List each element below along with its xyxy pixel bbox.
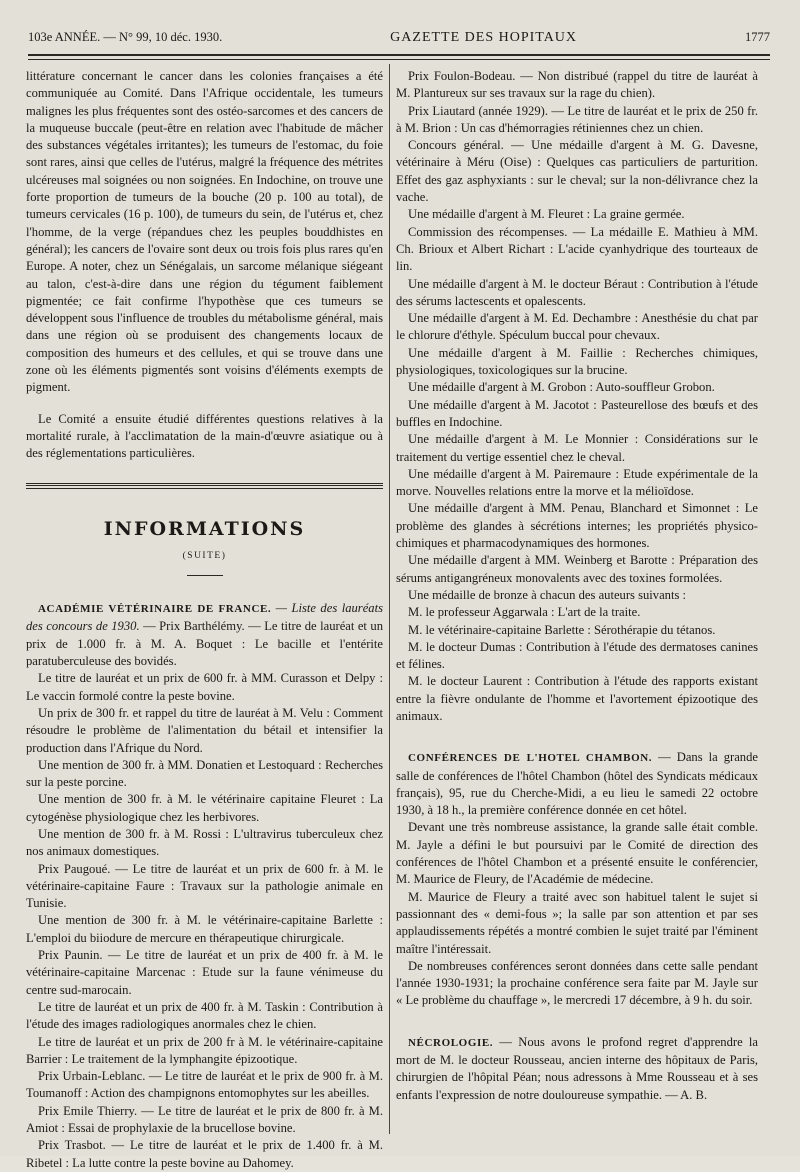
- list-item: M. le vétérinaire-capitaine Barlette : Sérothérapie du tétanos.: [408, 622, 716, 637]
- necrologie-heading: NÉCROLOGIE.: [408, 1036, 494, 1049]
- left-column: [26, 68, 384, 1170]
- conferences-paragraph-2: Devant une très nombreuse assistance, la grande salle était comble. M. Jayle a défini le but poursuivi par le Comité de direction des conférences de l'hôtel Chambon et a présenté ensuite le conférencier, M. Maurice de Fleury, de l'Académie de médecine.: [396, 820, 758, 887]
- necrologie-text: — Nous avons le profond regret d'apprendre la mort de M. le docteur Rousseau, ancien interne des hôpitaux de Paris, chirurgien de l'hôpital Péan; nous adressons à Mme Rousseau et à ses enfants l'expression de notre douloureuse sympathie. — A. B.: [396, 1034, 758, 1102]
- list-item: M. le docteur Laurent : Contribution à l'étude des rapports existant entre la fièvre ondulante de l'homme et l'avortement épizootique des animaux.: [396, 674, 758, 723]
- comite-paragraph: Le Comité a ensuite étudié différentes questions relatives à la mortalité rurale, à l'acclimatation de la main-d'œuvre asiatique ou à des réglementations particulières.: [26, 411, 383, 461]
- section-rule: [26, 483, 383, 489]
- column-divider: [389, 64, 390, 1134]
- list-item: Une mention de 300 fr. à M. le vétérinaire-capitaine Barlette : L'emploi du biiodure de mercure en thérapeutique chirurgicale.: [26, 913, 383, 945]
- necrologie-paragraph: [396, 1034, 758, 1104]
- list-item: Une médaille d'argent à M. Le Monnier : Considérations sur le traitement du vertige essentiel chez le cheval.: [396, 432, 758, 464]
- list-item: Une médaille d'argent à M. Faillie : Recherches chimiques, physiologiques, toxicologiques sur la brucine.: [396, 345, 758, 378]
- right-prize-list: [396, 68, 758, 725]
- page-header: [28, 30, 770, 52]
- list-item: Le titre de lauréat et un prix de 400 fr. à M. Taskin : Contribution à l'étude des images radiologiques anormales chez le chien.: [26, 999, 383, 1032]
- list-item: Une médaille d'argent à MM. Penau, Blanchard et Simonnet : Le problème des glandes à sécrétions internes; les propriétés physico-chimiques et pharmacodynamiques des hormones.: [396, 501, 758, 551]
- list-item: Le titre de lauréat et un prix de 600 fr. à MM. Curasson et Delpy : Le vaccin formolé contre la peste bovine.: [26, 671, 383, 703]
- journal-title: GAZETTE DES HOPITAUX: [390, 30, 578, 45]
- academie-subheading: — Liste des lauréats des concours de 1930.: [26, 601, 383, 634]
- list-item: Une médaille d'argent à M. Jacotot : Pasteurellose des bœufs et des buffles en Indochine.: [396, 397, 758, 429]
- list-item: Une mention de 300 fr. à M. le vétérinaire capitaine Fleuret : La cytogénèse physiologique chez les herbivores.: [26, 792, 383, 824]
- conferences-paragraph: [396, 749, 758, 819]
- page-number: 1777: [744, 30, 770, 44]
- cancer-paragraph: littérature concernant le cancer dans les colonies françaises a été communiquée au Comité. Dans l'Afrique occidentale, les tumeurs malignes les plus fréquentes sont des ostéo-sarcomes et des cancers de la muqueuse buccale (peut-être en relation avec l'habitude de mâcher des substances végétales irritantes); les tumeurs de l'estomac, du foie sont rares, ainsi que celles de l'utérus, malgré la fréquence des métrites ulcéreuses mal soignées ou non soignées. En Indochine, on trouve une forte proportion de tumeurs de la bouche (20 p. 100 au total), de tumeurs cervicales (16 p. 100), de tumeurs du sein, de l'utérus et, chez l'homme, de la verge (répandues chez les peuples bouddhistes en général); les cancers de l'ovaire sont deux ou trois fois plus rares qu'en Europe. A noter, chez un Sénégalais, un sarcome mélanique siégeant au talon, c'est-à-dire dans une région du tégument faiblement pigmentée; ce fait confirme l'hypothèse que ces tumeurs se développent sous l'influence de troubles du métabolisme général, mais dans une région où se produisent des changements locaux de composition des humeurs et des cellules, et qui se trouve dans une zone où les éléments pigmentés sont voisins d'éléments exempts de pigment.: [26, 69, 383, 395]
- conferences-paragraph-3: M. Maurice de Fleury a traité avec son habituel talent le sujet si passionnant des « demi-fous »; la salle par son attention et par ses applaudissements répétés a montré combien le sujet traité par l'éminent maître l'intéressait.: [396, 889, 758, 956]
- section-title: INFORMATIONS: [103, 517, 306, 540]
- list-item: Une médaille d'argent à M. Ed. Dechambre : Anesthésie du chat par le chlorure d'éthyle. Spéculum buccal pour chevaux.: [396, 311, 758, 343]
- list-item: Prix Foulon-Bodeau. — Non distribué (rappel du titre de lauréat à M. Plantureux sur ses travaux sur la rage du chien).: [396, 69, 758, 101]
- left-prize-list: [26, 670, 383, 1172]
- conferences-paragraph-4: De nombreuses conférences seront données dans cette salle pendant l'année 1930-1931; la prochaine conférence sera faite par M. Jayle sur « Le problème du chauffage », le mercredi 17 décembre, à 9 h. du soir.: [396, 958, 758, 1008]
- list-item: Une médaille d'argent à M. Pairemaure : Etude expérimentale de la morve. Nouvelles relations entre la morve et la mélioïdose.: [396, 466, 758, 499]
- list-item: Une mention de 300 fr. à M. Rossi : L'ultravirus tuberculeux chez nos animaux domestiques.: [26, 826, 383, 859]
- list-item: Commission des récompenses. — La médaille E. Mathieu à MM. Ch. Brioux et Albert Richart : L'acide cyanhydrique des tourteaux de lin.: [396, 224, 758, 274]
- list-item: Une médaille d'argent à M. le docteur Béraut : Contribution à l'étude des sérums lactescents et opalescents.: [396, 276, 758, 308]
- list-item: Une mention de 300 fr. à MM. Donatien et Lestoquard : Recherches sur la peste porcine.: [26, 757, 383, 790]
- academie-paragraph: [26, 600, 383, 670]
- academie-text: — Prix Barthélémy. — Le titre de lauréat et un prix de 1.000 fr. à M. A. Boquet : Le bacille et l'entérite paratuberculeuse des bovidés.: [26, 619, 384, 669]
- list-item: Prix Paunin. — Le titre de lauréat et un prix de 400 fr. à M. le vétérinaire-capitaine Marcenac : Etude sur la faune vénimeuse du centre sud-marocain.: [26, 948, 383, 997]
- list-item: Un prix de 300 fr. et rappel du titre de lauréat à M. Velu : Comment résoudre le problème de l'alimentation du bétail et intensifier la production dans l'Afrique du Nord.: [26, 705, 383, 755]
- conferences-heading: CONFÉRENCES DE L'HOTEL CHAMBON.: [408, 752, 653, 765]
- list-item: Prix Trasbot. — Le titre de lauréat et le prix de 1.400 fr. à M. Ribetel : La lutte contre la peste bovine au Dahomey.: [26, 1138, 383, 1170]
- conferences-text: — Dans la grande salle de conférences de l'hôtel Chambon (hôtel des Syndicats médicaux français), 95, rue du Cherche-Midi, a eu lieu le samedi 22 octobre 1930, à 18 h., la première conférence donnée en cet hôtel.: [396, 750, 758, 818]
- list-item: Prix Emile Thierry. — Le titre de lauréat et le prix de 800 fr. à M. Amiot : Essai de prophylaxie de la brucellose bovine.: [26, 1103, 383, 1136]
- list-item: Prix Liautard (année 1929). — Le titre de lauréat et le prix de 250 fr. à M. Brion : Un cas d'hémorragies rétiniennes chez un chien.: [396, 103, 758, 135]
- list-item: Concours général. — Une médaille d'argent à M. G. Davesne, vétérinaire à Méru (Oise) : Quelques cas particuliers de parturition. Effet des gaz asphyxiants : sur le cheval; sur la non-délivrance chez la vache.: [396, 138, 758, 205]
- list-item: Une médaille d'argent à MM. Weinberg et Barotte : Préparation des sérums antigangréneux monovalents avec des toxines formolées.: [396, 553, 758, 585]
- list-item: Une médaille d'argent à M. Grobon : Auto-souffleur Grobon.: [408, 380, 715, 395]
- issue-info: 103e ANNÉE. — N° 99, 10 déc. 1930.: [28, 30, 223, 44]
- list-item: Une médaille de bronze à chacun des auteurs suivants :: [408, 587, 687, 602]
- section-subtitle: (SUITE): [182, 550, 227, 561]
- right-column: [396, 68, 758, 1130]
- list-item: M. le docteur Dumas : Contribution à l'étude des dermatoses canines et félines.: [396, 639, 758, 672]
- header-rule: [28, 54, 770, 60]
- academie-heading: ACADÉMIE VÉTÉRINAIRE DE FRANCE.: [38, 603, 272, 616]
- list-item: Prix Paugoué. — Le titre de lauréat et un prix de 600 fr. à M. le vétérinaire-capitaine Faure : Travaux sur la pathologie animale en Tunisie.: [26, 861, 383, 911]
- list-item: Prix Urbain-Leblanc. — Le titre de lauréat et le prix de 900 fr. à M. Toumanoff : Action des champignons entomophytes sur les abeilles.: [26, 1069, 383, 1101]
- list-item: M. le professeur Aggarwala : L'art de la traite.: [408, 605, 641, 620]
- list-item: Le titre de lauréat et un prix de 200 fr à M. le vétérinaire-capitaine Barrier : Le traitement de la lymphangite épizootique.: [26, 1034, 383, 1066]
- list-item: Une médaille d'argent à M. Fleuret : La graine germée.: [408, 207, 685, 222]
